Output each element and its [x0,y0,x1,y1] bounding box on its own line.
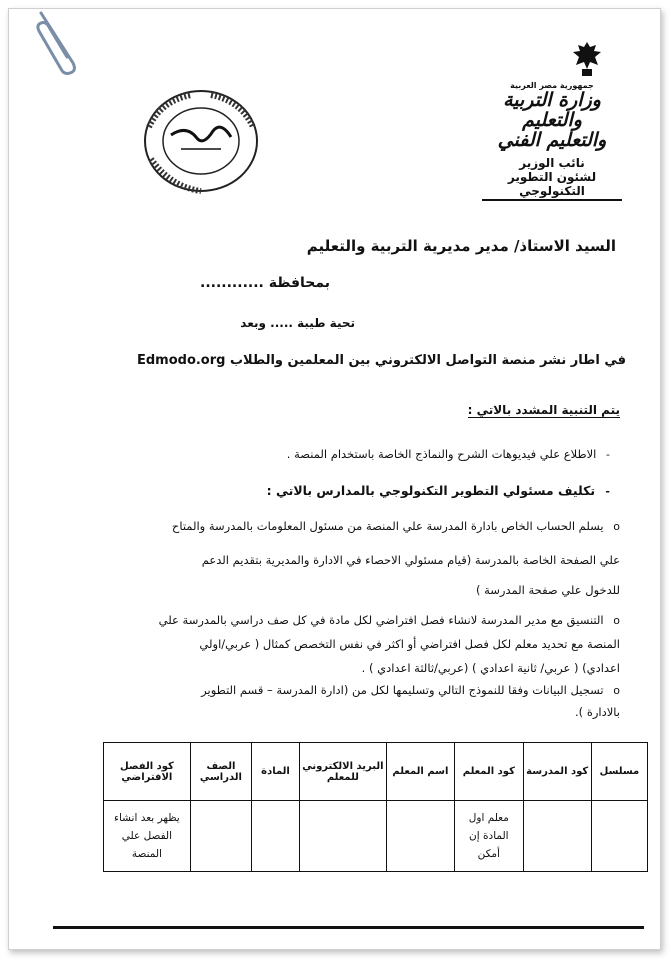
deputy-subtitle: لشئون التطوير التكنولوجي [482,170,622,201]
table-header-cell: كود الفصل الافتراضي [104,743,191,801]
sub-item-1-line3: للدخول علي صفحة المدرسة ) [475,583,620,597]
dash-bullet-icon: - [606,448,610,461]
data-form-table [103,742,648,872]
intro-line: في اطار نشر منصة التواصل الالكتروني بين المعلمين والطلاب Edmodo.org [136,353,626,368]
list-item-text: تكليف مسئولي التطوير التكنولوجي بالمدارس بالاتي : [266,483,596,498]
list-item-2 [267,483,610,498]
note-heading: يتم التنبية المشدد بالاتي : [467,403,620,417]
table-cell: يظهر بعد انشاء الفصل علي المنصة [104,801,191,872]
sub-item-1-line2: علي الصفحة الخاصة بالمدرسة (قيام مسئولي الاحصاء في الادارة والمديرية بتقديم الدعم [201,553,620,567]
sub-item-3-line1: o تسجيل البيانات وفقا للنموذج التالي وتسليمها لكل من (ادارة المدرسة – قسم التطوير [201,683,620,697]
table-header-row [104,743,648,801]
sub-item-3-line2: بالادارة ). [575,705,620,719]
table-cell [591,801,647,872]
circle-bullet-icon: o [613,684,620,697]
table-cell [523,801,591,872]
document-page [8,8,661,950]
table-header-cell: الصف الدراسي [190,743,251,801]
ministry-name-line2: والتعليم الفني [497,129,607,151]
dash-bullet-icon: - [605,485,610,498]
sub-item-2-line3: اعدادي) ( عربي/ ثانية اعدادي ) (عربي/ثالثة اعدادي ) . [361,661,620,675]
republic-label: جمهورية مصر العربية [510,81,594,90]
deputy-title: نائب الوزير [519,156,585,170]
table-header-cell: مسلسل [591,743,647,801]
table-cell [386,801,454,872]
eagle-emblem-icon [570,39,604,79]
table-header-cell: كود المدرسة [523,743,591,801]
footer-divider [53,926,644,929]
table-header-cell: كود المعلم [455,743,523,801]
table-header-cell: البريد الالكتروني للمعلم [300,743,387,801]
list-item-text: الاطلاع علي فيديوهات الشرح والنماذج الخاصة باستخدام المنصة . [286,447,597,461]
official-stamp [141,87,261,195]
ministry-name-line1: وزارة التربية والتعليم [503,89,601,131]
governorate-line: بمحافظة ............ [200,275,330,291]
circle-bullet-icon: o [613,614,620,627]
circle-bullet-icon: o [613,520,620,533]
table-cell [300,801,387,872]
addressee-line: السيد الاستاذ/ مدير مديرية التربية والتعليم [306,237,616,255]
sub-item-1-line1: o يسلم الحساب الخاص بادارة المدرسة علي المنصة من مسئول المعلومات بالمدرسة والمتاح [171,519,620,533]
greeting-line: تحية طيبة ..... وبعد [240,316,355,330]
sub-item-2-line2: المنصة مع تحديد معلم لكل فصل افتراضي أو اكثر في نفس التخصص كمثال ( عربي/اولي [199,637,620,651]
table-cell: معلم اول المادة إن أمكن [455,801,523,872]
paperclip-icon [33,9,83,75]
table-cell [252,801,300,872]
table-header-cell: اسم المعلم [386,743,454,801]
table-header-cell: المادة [252,743,300,801]
table-row [104,801,648,872]
ministry-header [482,79,622,201]
table-cell [190,801,251,872]
list-item-1 [287,447,610,461]
sub-item-2-line1: o التنسيق مع مدير المدرسة لانشاء فصل افتراضي لكل مادة في كل صف دراسي بالمدرسة علي [158,613,620,627]
